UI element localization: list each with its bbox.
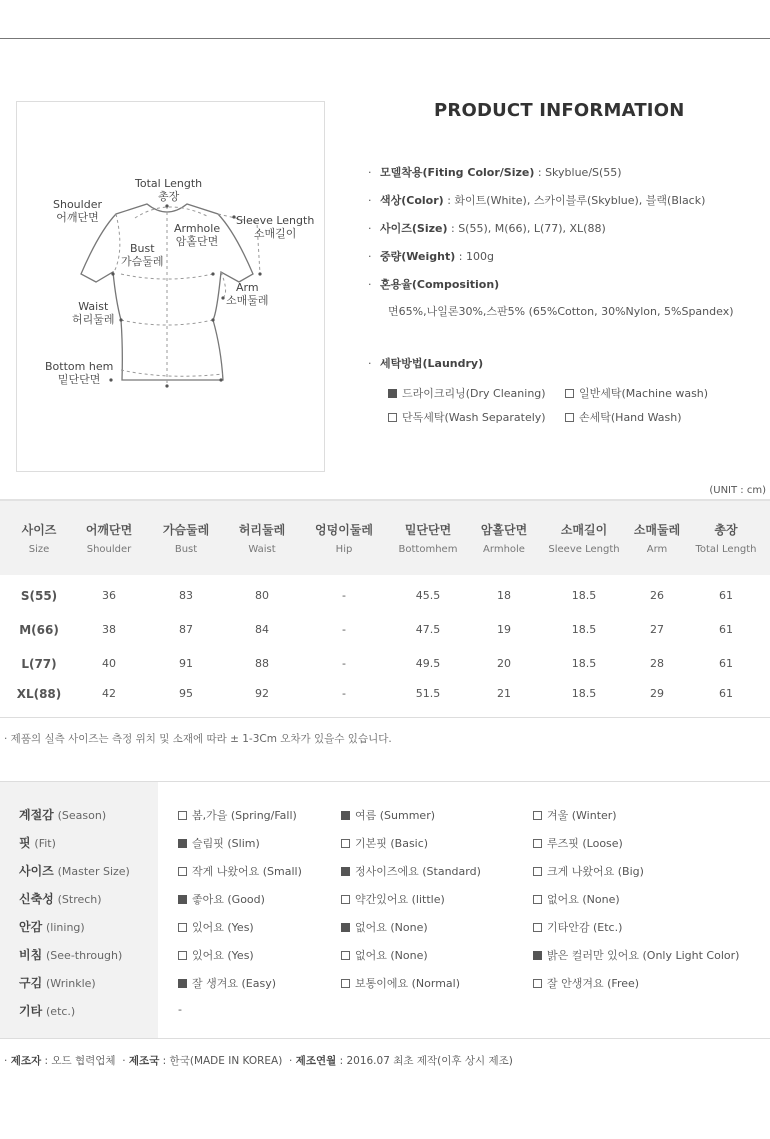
table-cell: 21 — [497, 687, 511, 700]
info-row-laundry: · 세탁방법(Laundry) — [368, 357, 484, 370]
checkbox-empty — [178, 923, 187, 932]
size-row-label: L(77) — [21, 657, 57, 671]
size-row-label: XL(88) — [16, 687, 62, 701]
table-cell: 29 — [650, 687, 664, 700]
info-row-model-fit: · 모델착용(Fiting Color/Size) : Skyblue/S(55) — [368, 166, 622, 179]
column-header-ko: 사이즈 — [21, 523, 57, 537]
attribute-option: 봄,가을 (Spring/Fall) — [178, 807, 297, 823]
column-header-ko: 가슴둘레 — [162, 523, 210, 537]
attribute-option: 슬림핏 (Slim) — [178, 835, 260, 851]
checkbox-empty — [533, 867, 542, 876]
attribute-label: 비침 (See-through) — [19, 948, 123, 962]
checkbox-checked — [341, 811, 350, 820]
attribute-label: 사이즈 (Master Size) — [19, 864, 130, 878]
checkbox-checked — [341, 867, 350, 876]
checkbox-checked — [388, 389, 397, 398]
table-cell: - — [342, 589, 346, 602]
info-row-composition: · 혼용율(Composition) — [368, 278, 500, 291]
attribute-option: 기본핏 (Basic) — [341, 835, 428, 851]
attribute-other-value: - — [178, 1003, 182, 1016]
footer-bullet: · — [285, 1055, 296, 1067]
column-header-ko: 어깨단면 — [85, 523, 133, 537]
checkbox-empty — [178, 951, 187, 960]
attribute-label: 계절감 (Season) — [19, 808, 107, 822]
footer-bullet: · — [118, 1055, 129, 1067]
checkbox-checked — [533, 951, 542, 960]
checkbox-empty — [533, 895, 542, 904]
top-divider — [0, 38, 770, 39]
table-cell: 18.5 — [571, 589, 597, 602]
table-cell: 19 — [497, 623, 511, 636]
column-header-en: Bust — [174, 544, 198, 555]
checkbox-empty — [178, 811, 187, 820]
info-row-color: · 색상(Color) : 화이트(White), 스카이블루(Skyblue), 블랙(Black) — [368, 194, 706, 207]
label-bottom-hem: Bottom hem 밑단단면 — [45, 360, 114, 386]
attribute-label: 핏 (Fit) — [19, 836, 56, 850]
label-bust: Bust 가슴둘레 — [121, 242, 164, 268]
table-cell: 18 — [497, 589, 511, 602]
checkbox-checked — [178, 895, 187, 904]
attribute-option: 없어요 (None) — [341, 919, 428, 935]
column-header-en: Hip — [335, 544, 353, 555]
label-total-length: Total Length 총장 — [135, 177, 203, 203]
checkbox-empty — [533, 923, 542, 932]
composition-value: 면65%,나일론30%,스판5% (65%Cotton, 30%Nylon, 5%Spandex) — [388, 305, 734, 318]
table-cell: 84 — [255, 623, 269, 636]
table-cell: 45.5 — [415, 589, 441, 602]
column-header-ko: 소매둘레 — [633, 523, 681, 537]
column-header-ko: 허리둘레 — [238, 523, 286, 537]
laundry-option-wash-separately: 단독세탁(Wash Separately) — [388, 409, 546, 425]
table-cell: 80 — [255, 589, 269, 602]
attribute-option: 겨울 (Winter) — [533, 807, 617, 823]
size-note: · 제품의 실측 사이즈는 측정 위치 및 소재에 따라 ± 1-3Cm 오차가 있을수 있습니다. — [4, 733, 392, 745]
column-header-en: Sleeve Length — [548, 544, 620, 555]
checkbox-empty — [341, 839, 350, 848]
table-cell: 40 — [102, 657, 116, 670]
table-cell: 18.5 — [571, 687, 597, 700]
checkbox-checked — [178, 979, 187, 988]
column-header-en: Bottomhem — [398, 544, 458, 555]
table-cell: 61 — [719, 623, 733, 636]
laundry-option-hand-wash: 손세탁(Hand Wash) — [565, 409, 682, 425]
column-header-en: Total Length — [695, 544, 757, 555]
footer-bullet: · — [4, 1055, 11, 1067]
checkbox-empty — [565, 413, 574, 422]
table-cell: 92 — [255, 687, 269, 700]
attribute-option: 정사이즈에요 (Standard) — [341, 863, 481, 879]
table-cell: 51.5 — [415, 687, 441, 700]
label-armhole: Armhole 암홀단면 — [174, 222, 221, 248]
attribute-option: 루즈핏 (Loose) — [533, 835, 623, 851]
table-cell: - — [342, 657, 346, 670]
table-cell: 95 — [179, 687, 193, 700]
size-table-bottom-rule — [0, 717, 770, 718]
attribute-option: 작게 나왔어요 (Small) — [178, 863, 302, 879]
table-cell: 27 — [650, 623, 664, 636]
size-row-label: M(66) — [19, 623, 59, 637]
checkbox-empty — [178, 867, 187, 876]
column-header-ko: 암홀단면 — [480, 523, 528, 537]
checkbox-empty — [341, 951, 350, 960]
table-cell: 91 — [179, 657, 193, 670]
measurement-diagram — [16, 101, 325, 472]
table-cell: 42 — [102, 687, 116, 700]
checkbox-empty — [341, 895, 350, 904]
column-header-en: Shoulder — [86, 544, 132, 555]
attribute-label: 신축성 (Strech) — [19, 892, 102, 906]
checkbox-empty — [533, 839, 542, 848]
product-info-title: PRODUCT INFORMATION — [434, 100, 685, 121]
column-header-ko: 총장 — [714, 523, 738, 537]
manufacturer-info: · 제조자 : 오드 협력업체 · 제조국 : 한국(MADE IN KOREA) · 제조연월 : 2016.07 최초 제작(이후 상시 제조) — [4, 1055, 513, 1067]
attribute-option: 없어요 (None) — [341, 947, 428, 963]
table-cell: 61 — [719, 657, 733, 670]
table-cell: - — [342, 623, 346, 636]
attribute-label: 구김 (Wrinkle) — [19, 976, 96, 990]
table-cell: 28 — [650, 657, 664, 670]
table-cell: 20 — [497, 657, 511, 670]
attribute-label: 안감 (lining) — [19, 920, 85, 934]
table-cell: - — [342, 687, 346, 700]
attribute-option: 있어요 (Yes) — [178, 947, 254, 963]
attribute-option: 기타안감 (Etc.) — [533, 919, 622, 935]
laundry-option-machine-wash: 일반세탁(Machine wash) — [565, 385, 708, 401]
table-cell: 88 — [255, 657, 269, 670]
table-cell: 47.5 — [415, 623, 441, 636]
table-cell: 36 — [102, 589, 116, 602]
attribute-option: 없어요 (None) — [533, 891, 620, 907]
laundry-option-dry-cleaning: 드라이크리닝(Dry Cleaning) — [388, 385, 546, 401]
column-header-en: Waist — [248, 544, 276, 555]
attributes-bottom-rule — [0, 1038, 770, 1039]
column-header-ko: 소매길이 — [560, 523, 608, 537]
attribute-option: 좋아요 (Good) — [178, 891, 265, 907]
attribute-option: 보통이에요 (Normal) — [341, 975, 460, 991]
attribute-option: 여름 (Summer) — [341, 807, 435, 823]
checkbox-empty — [565, 389, 574, 398]
table-cell: 18.5 — [571, 623, 597, 636]
attribute-option: 밝은 컬러만 있어요 (Only Light Color) — [533, 947, 739, 963]
checkbox-empty — [388, 413, 397, 422]
info-row-weight: · 중량(Weight) : 100g — [368, 250, 494, 263]
info-row-size: · 사이즈(Size) : S(55), M(66), L(77), XL(88) — [368, 222, 606, 235]
checkbox-empty — [533, 811, 542, 820]
unit-label: (UNIT : cm) — [709, 485, 766, 496]
table-cell: 61 — [719, 687, 733, 700]
table-cell: 87 — [179, 623, 193, 636]
attribute-option: 잘 안생겨요 (Free) — [533, 975, 639, 991]
table-cell: 38 — [102, 623, 116, 636]
checkbox-empty — [341, 979, 350, 988]
column-header-en: Armhole — [483, 544, 525, 555]
table-cell: 61 — [719, 589, 733, 602]
table-cell: 26 — [650, 589, 664, 602]
attribute-option: 잘 생겨요 (Easy) — [178, 975, 276, 991]
label-arm: Arm 소매둘레 — [226, 281, 269, 307]
column-header-en: Size — [28, 544, 50, 555]
label-sleeve-length: Sleeve Length 소매길이 — [236, 214, 315, 240]
table-cell: 18.5 — [571, 657, 597, 670]
table-cell: 83 — [179, 589, 193, 602]
label-waist: Waist 허리둘레 — [72, 300, 115, 326]
checkbox-checked — [178, 839, 187, 848]
checkbox-checked — [341, 923, 350, 932]
attribute-option: 약간있어요 (little) — [341, 891, 445, 907]
attribute-option: 있어요 (Yes) — [178, 919, 254, 935]
size-row-label: S(55) — [20, 589, 58, 603]
table-cell: 49.5 — [415, 657, 441, 670]
attribute-option: 크게 나왔어요 (Big) — [533, 863, 644, 879]
column-header-ko: 엉덩이둘레 — [315, 523, 373, 537]
label-shoulder: Shoulder 어깨단면 — [53, 198, 102, 224]
column-header-ko: 밑단단면 — [404, 523, 452, 537]
attribute-label: 기타 (etc.) — [19, 1004, 76, 1018]
dress-illustration — [17, 102, 326, 473]
column-header-en: Arm — [646, 544, 668, 555]
checkbox-empty — [533, 979, 542, 988]
